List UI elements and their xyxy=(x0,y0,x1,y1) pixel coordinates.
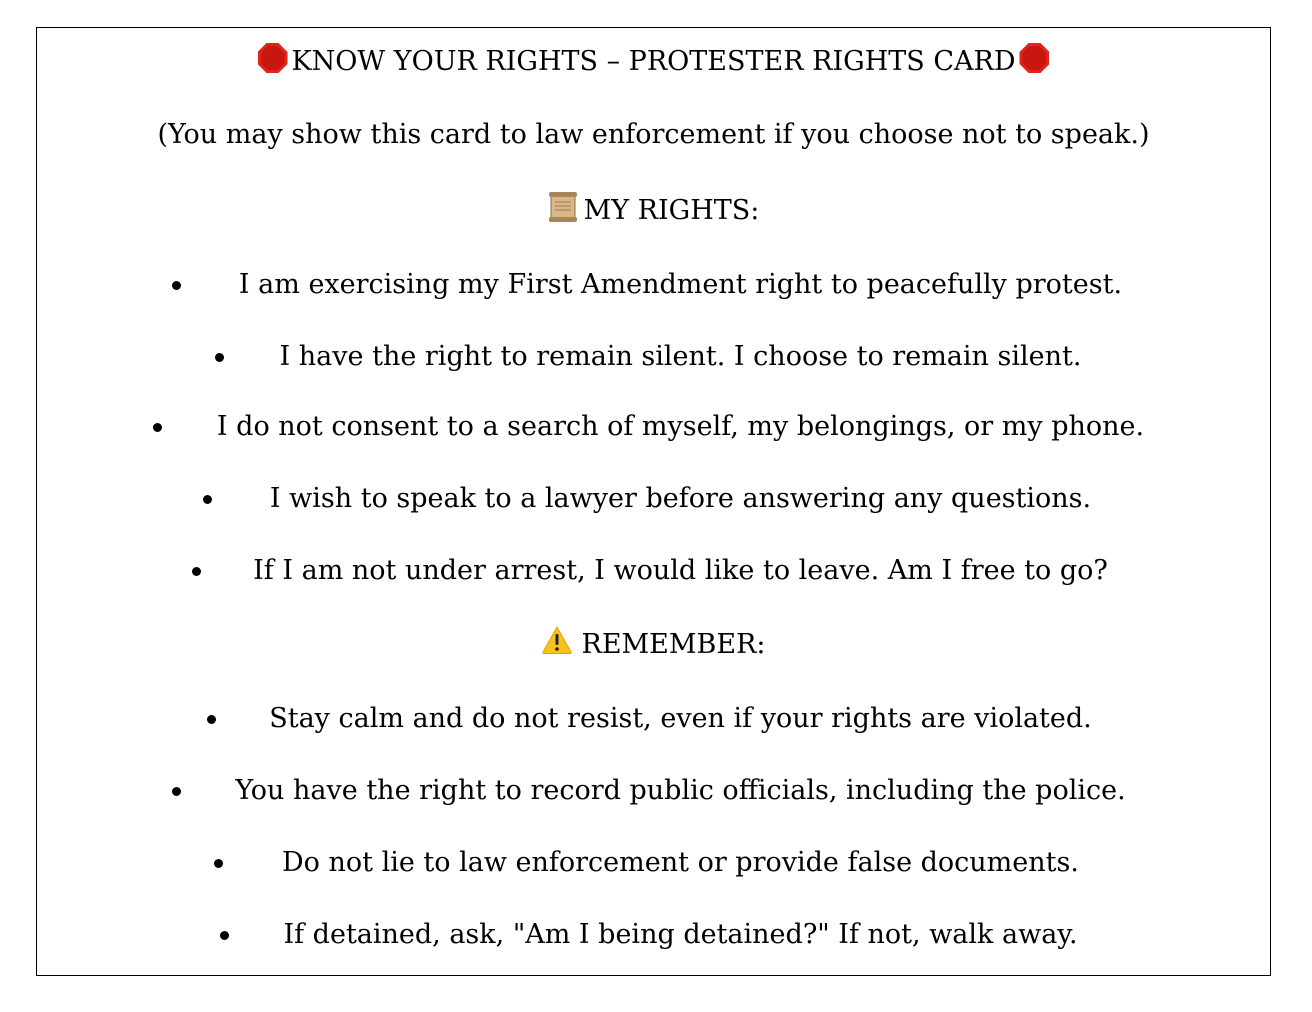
stop-sign-icon xyxy=(258,43,288,73)
card-title-row xyxy=(37,43,1270,80)
rights-card xyxy=(36,27,1271,976)
list-item: If I am not under arrest, I would like to leave. Am I free to go? xyxy=(37,553,1270,589)
remember-heading: REMEMBER: xyxy=(581,629,766,660)
remember-heading-row xyxy=(37,625,1270,663)
list-item: You have the right to record public officials, including the police. xyxy=(37,773,1270,809)
stop-sign-icon xyxy=(1019,43,1049,73)
scroll-icon xyxy=(548,191,578,223)
rights-heading-row xyxy=(37,191,1270,229)
list-item: I have the right to remain silent. I choose to remain silent. xyxy=(37,339,1270,375)
list-item: If detained, ask, "Am I being detained?" If not, walk away. xyxy=(37,917,1270,953)
list-item: Do not lie to law enforcement or provide false documents. xyxy=(37,845,1270,881)
list-item: I do not consent to a search of myself, my belongings, or my phone. xyxy=(37,409,1270,445)
list-item: I wish to speak to a lawyer before answering any questions. xyxy=(37,481,1270,517)
card-subtitle: (You may show this card to law enforcement if you choose not to speak.) xyxy=(157,119,1150,150)
list-item: Stay calm and do not resist, even if your rights are violated. xyxy=(37,701,1270,737)
warning-icon xyxy=(541,625,573,655)
rights-heading: MY RIGHTS: xyxy=(583,195,760,226)
list-item: I am exercising my First Amendment right to peacefully protest. xyxy=(37,267,1270,303)
card-title: KNOW YOUR RIGHTS – PROTESTER RIGHTS CARD xyxy=(291,46,1016,77)
